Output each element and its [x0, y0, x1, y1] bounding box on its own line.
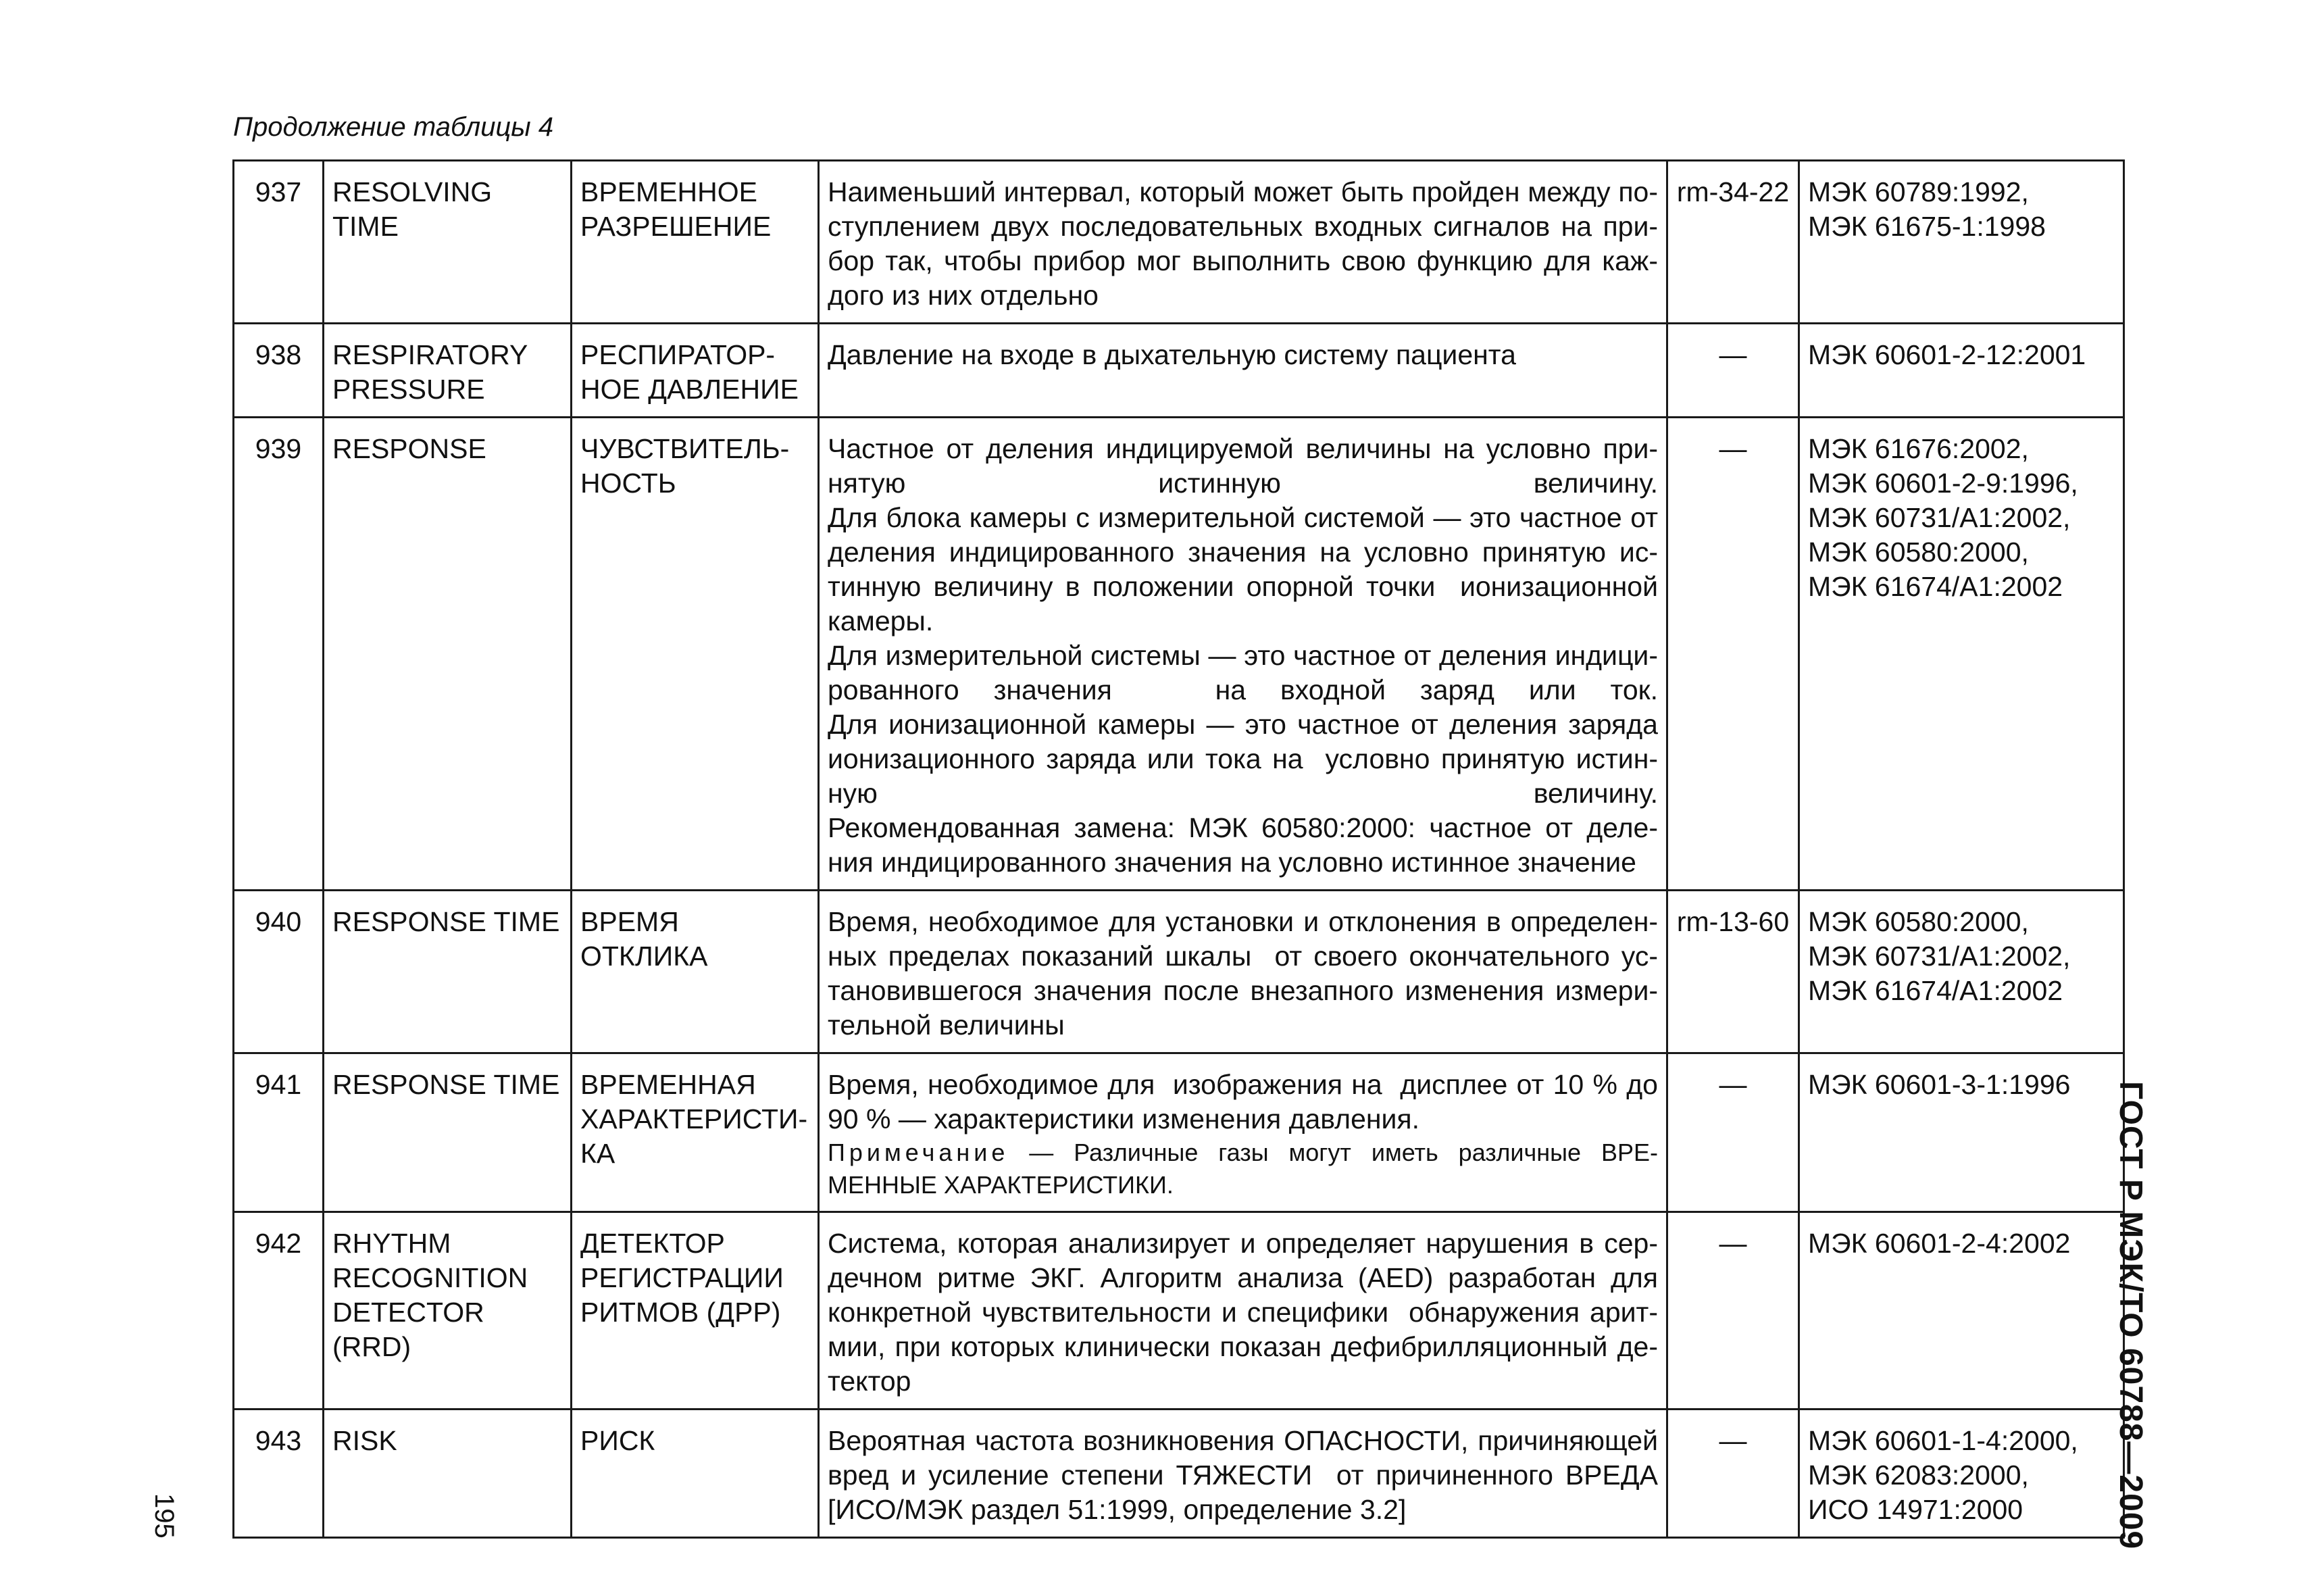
term-russian-line: РЕГИСТРАЦИИ	[580, 1262, 784, 1293]
term-russian	[572, 161, 819, 324]
term-definition	[819, 1410, 1667, 1538]
term-references	[1799, 1410, 2124, 1538]
term-references	[1799, 891, 2124, 1053]
term-references	[1799, 161, 2124, 324]
term-english-line: RHYTHM	[332, 1228, 451, 1259]
reference-line: МЭК 61675-1:1998	[1808, 211, 2046, 242]
term-russian	[572, 324, 819, 418]
reference-line: МЭК 60731/А1:2002,	[1808, 941, 2071, 972]
term-code: —	[1667, 1410, 1799, 1538]
definition-line: Вероятная частота возникновения ОПАСНОСТИ, причиняющей	[828, 1425, 1658, 1456]
term-russian-line: НОСТЬ	[580, 468, 676, 499]
reference-line: МЭК 62083:2000,	[1808, 1460, 2029, 1491]
reference-line: МЭК 60601-2-4:2002	[1808, 1228, 2071, 1259]
term-russian-line: РИТМОВ (ДРР)	[580, 1297, 781, 1328]
term-russian	[572, 1212, 819, 1410]
term-english	[324, 324, 572, 418]
term-code: —	[1667, 418, 1799, 891]
term-russian	[572, 1410, 819, 1538]
term-english	[324, 161, 572, 324]
terms-table	[232, 159, 2125, 1539]
table-row	[234, 1212, 2124, 1410]
definition-line: Время, необходимое для установки и отклонения в определен-	[828, 906, 1658, 937]
definition-line: ную величину.	[828, 778, 1658, 809]
reference-line: МЭК 60601-1-4:2000,	[1808, 1425, 2078, 1456]
definition-line: тектор	[828, 1366, 911, 1397]
definition-line: ступлением двух последовательных входных сигналов на при-	[828, 211, 1658, 242]
term-definition	[819, 161, 1667, 324]
term-number: 940	[234, 891, 324, 1053]
term-english	[324, 1053, 572, 1212]
term-definition	[819, 1212, 1667, 1410]
term-definition	[819, 324, 1667, 418]
table-row	[234, 161, 2124, 324]
term-russian	[572, 418, 819, 891]
term-english	[324, 1212, 572, 1410]
table-caption: Продолжение таблицы 4	[233, 112, 554, 142]
term-russian-line: ВРЕМЕННАЯ	[580, 1069, 756, 1100]
note-line: МЕННЫЕ ХАРАКТЕРИСТИКИ.	[828, 1171, 1174, 1199]
definition-line: тановившегося значения после внезапного изменения измери-	[828, 975, 1658, 1006]
term-russian-line: РИСК	[580, 1425, 655, 1456]
reference-line: МЭК 60580:2000,	[1808, 537, 2029, 568]
reference-line: МЭК 60580:2000,	[1808, 906, 2029, 937]
term-code: —	[1667, 1212, 1799, 1410]
table-row	[234, 891, 2124, 1053]
term-english-line: RESPONSE TIME	[332, 1069, 560, 1100]
term-english-line: RESPONSE	[332, 433, 486, 464]
definition-line: Частное от деления индицируемой величины на условно при-	[828, 433, 1658, 464]
term-english-line: RESPIRATORY	[332, 339, 528, 370]
term-russian-line: КА	[580, 1138, 615, 1169]
definition-line: Для измерительной системы — это частное от деления индици-	[828, 640, 1658, 671]
note-line	[828, 1137, 1658, 1169]
definition-line: ных пределах показаний шкалы от своего окончательного ус-	[828, 941, 1658, 972]
definition-line: Система, которая анализирует и определяет нарушения в сер-	[828, 1228, 1658, 1259]
term-references	[1799, 324, 2124, 418]
term-russian-line: РЕСПИРАТОР-	[580, 339, 776, 370]
reference-line: МЭК 60601-2-12:2001	[1808, 339, 2086, 370]
reference-line: МЭК 61674/А1:2002	[1808, 571, 2063, 602]
term-definition	[819, 418, 1667, 891]
table-row	[234, 324, 2124, 418]
definition-line: Давление на входе в дыхательную систему пациента	[828, 339, 1516, 370]
term-code: rm-13-60	[1667, 891, 1799, 1053]
definition-line: Для ионизационной камеры — это частное от деления заряда	[828, 709, 1658, 740]
note-label: Примечание	[828, 1139, 1009, 1166]
definition-line: Для блока камеры с измерительной системой — это частное от	[828, 502, 1658, 533]
table-row	[234, 418, 2124, 891]
term-russian-line: РАЗРЕШЕНИЕ	[580, 211, 772, 242]
definition-line: мии, при которых клинически показан дефибрилляционный де-	[828, 1331, 1658, 1362]
document-title-vertical: ГОСТ Р МЭК/ТО 60788—2009	[2113, 1081, 2148, 1550]
definition-line: Наименьший интервал, который может быть пройден между по-	[828, 176, 1658, 207]
term-english-line: (RRD)	[332, 1331, 411, 1362]
term-number: 937	[234, 161, 324, 324]
term-russian	[572, 1053, 819, 1212]
definition-line: рованного значения на входной заряд или ток.	[828, 674, 1658, 705]
definition-line: камеры.	[828, 605, 934, 637]
term-number: 943	[234, 1410, 324, 1538]
term-number: 938	[234, 324, 324, 418]
term-references	[1799, 1212, 2124, 1410]
definition-note	[828, 1137, 1658, 1201]
term-english	[324, 418, 572, 891]
term-definition	[819, 891, 1667, 1053]
reference-line: МЭК 60601-3-1:1996	[1808, 1069, 2071, 1100]
term-number: 941	[234, 1053, 324, 1212]
term-english-line: RISK	[332, 1425, 397, 1456]
term-russian-line: ОТКЛИКА	[580, 941, 708, 972]
definition-line: Время, необходимое для изображения на дисплее от 10 % до	[828, 1069, 1658, 1100]
term-english-line: RESPONSE TIME	[332, 906, 560, 937]
terms-table-body	[234, 161, 2124, 1538]
term-code: rm-34-22	[1667, 161, 1799, 324]
table-row	[234, 1053, 2124, 1212]
term-english-line: RECOGNITION	[332, 1262, 528, 1293]
definition-line: 90 % — характеристики изменения давления.	[828, 1103, 1420, 1134]
term-number: 942	[234, 1212, 324, 1410]
page-number: 195	[149, 1493, 179, 1539]
term-english	[324, 891, 572, 1053]
term-russian-line: ДЕТЕКТОР	[580, 1228, 725, 1259]
definition-line: бор так, чтобы прибор мог выполнить свою функцию для каж-	[828, 245, 1658, 276]
term-russian-line: ЧУВСТВИТЕЛЬ-	[580, 433, 790, 464]
term-english-line: PRESSURE	[332, 374, 485, 405]
reference-line: МЭК 61674/А1:2002	[1808, 975, 2063, 1006]
term-code: —	[1667, 324, 1799, 418]
definition-line: тинную величину в положении опорной точки ионизационной	[828, 571, 1658, 602]
definition-line: [ИСО/МЭК раздел 51:1999, определение 3.2]	[828, 1494, 1407, 1525]
term-references	[1799, 418, 2124, 891]
definition-line: тельной величины	[828, 1009, 1065, 1041]
definition-line: нятую истинную величину.	[828, 468, 1658, 499]
definition-line: дого из них отдельно	[828, 280, 1099, 311]
term-russian-line: ВРЕМЯ	[580, 906, 679, 937]
reference-line: МЭК 60601-2-9:1996,	[1808, 468, 2078, 499]
definition-line: ния индицированного значения на условно истинное значение	[828, 847, 1636, 878]
definition-line: деления индицированного значения на условно принятую ис-	[828, 537, 1658, 568]
definition-line: конкретной чувствительности и специфики обнаружения арит-	[828, 1297, 1658, 1328]
term-english-line: DETECTOR	[332, 1297, 484, 1328]
definition-line: дечном ритме ЭКГ. Алгоритм анализа (AED) разработан для	[828, 1262, 1658, 1293]
reference-line: МЭК 60731/А1:2002,	[1808, 502, 2071, 533]
reference-line: ИСО 14971:2000	[1808, 1494, 2023, 1525]
term-references	[1799, 1053, 2124, 1212]
reference-line: МЭК 61676:2002,	[1808, 433, 2029, 464]
term-code: —	[1667, 1053, 1799, 1212]
term-number: 939	[234, 418, 324, 891]
term-russian	[572, 891, 819, 1053]
table-row	[234, 1410, 2124, 1538]
term-russian-line: НОЕ ДАВЛЕНИЕ	[580, 374, 799, 405]
term-russian-line: ХАРАКТЕРИСТИ-	[580, 1103, 808, 1134]
definition-line: ионизационного заряда или тока на условно принятую истин-	[828, 743, 1658, 774]
reference-line: МЭК 60789:1992,	[1808, 176, 2029, 207]
term-definition	[819, 1053, 1667, 1212]
term-english	[324, 1410, 572, 1538]
term-english-line: RESOLVING TIME	[332, 176, 499, 242]
definition-line: вред и усиление степени ТЯЖЕСТИ от причиненного ВРЕДА	[828, 1460, 1658, 1491]
note-text: — Различные газы могут иметь различные ВРЕ-	[1009, 1139, 1658, 1166]
term-russian-line: ВРЕМЕННОЕ	[580, 176, 757, 207]
definition-line: Рекомендованная замена: МЭК 60580:2000: частное от деле-	[828, 812, 1658, 843]
